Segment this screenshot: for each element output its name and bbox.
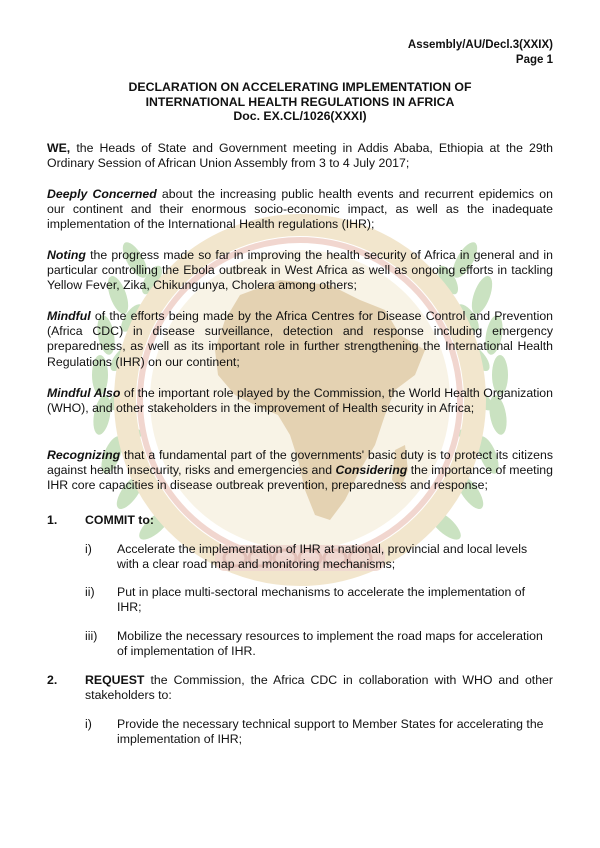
item-text: Put in place multi-sectoral mechanisms to accelerate the implementation of IHR; [117, 585, 526, 615]
preamble-paragraph [47, 448, 553, 494]
preamble-paragraph [47, 309, 553, 370]
operative-lead: COMMIT to: [85, 513, 154, 527]
reference-code: Assembly/AU/Decl.3(XXIX) [407, 39, 553, 51]
paragraph-text-2: the importance of meeting IHR core capacities in disease outbreak prevention, preparedness and response; [47, 463, 553, 493]
operative-number: 1. [47, 513, 58, 527]
paragraph-lead: Mindful Also [47, 386, 121, 400]
item-roman: i) [85, 717, 92, 731]
paragraph-text: that a fundamental part of the governments' basic duty is to protect its citizens against health insecurity, risks and emergencies and [47, 448, 553, 478]
paragraph-text: the progress made so far in improving the health security of Africa in general and in particular controlling the Ebola outbreak in West Africa as well as ongoing efforts in tackling Yellow Fever, Zika, Chikungunya, Cholera among others; [47, 248, 553, 293]
item-text: Provide the necessary technical support to Member States for accelerating the implementation of IHR; [117, 717, 544, 747]
document-reference [408, 38, 553, 67]
operative-number: 2. [47, 673, 58, 687]
paragraph-lead-2: Considering [335, 463, 408, 478]
item-text: Mobilize the necessary resources to implement the road maps for acceleration of implementation of IHR. [117, 629, 543, 659]
item-text: Accelerate the implementation of IHR at national, provincial and local levels with a clear road map and monitoring mechanisms; [117, 542, 528, 572]
document-title [47, 80, 553, 124]
title-doc-number: Doc. EX.CL/1026(XXXI) [233, 109, 367, 123]
paragraph-lead: Deeply Concerned [47, 187, 157, 201]
preamble-paragraph [47, 248, 553, 294]
item-roman: iii) [85, 629, 98, 643]
paragraph-text: of the efforts being made by the Africa Centres for Disease Control and Prevention (Africa CDC) in disease surveillance, detection and response including emergency preparedness, as well as its important role in further strengthening the International Health Regulations (IHR) on our continent; [47, 309, 553, 369]
paragraph-lead: WE, [47, 141, 71, 155]
item-roman: i) [85, 542, 92, 556]
paragraph-text: the Heads of State and Government meeting in Addis Ababa, Ethiopia at the 29th Ordinary Session of African Union Assembly from 3 to 4 July 2017; [47, 141, 553, 171]
preamble-paragraph [47, 386, 553, 416]
preamble-paragraph [47, 187, 553, 233]
page-number: Page 1 [515, 53, 553, 66]
paragraph-lead: Noting [47, 248, 86, 262]
operative-paragraph [85, 673, 553, 703]
paragraph-lead: Recognizing [47, 448, 121, 462]
paragraph-lead: Mindful [47, 309, 91, 323]
title-line-1: DECLARATION ON ACCELERATING IMPLEMENTATION OF [128, 80, 472, 94]
preamble-paragraph [47, 141, 553, 171]
paragraph-text: about the increasing public health events and recurrent epidemics on our continent and their enormous socio-economic impact, as well as the inadequate implementation of the International Health regulations (IHR); [47, 187, 553, 232]
paragraph-text: of the important role played by the Commission, the World Health Organization (WHO), and other stakeholders in the improvement of Health security in Africa; [47, 386, 553, 416]
operative-lead: REQUEST [85, 673, 145, 687]
item-roman: ii) [85, 585, 95, 599]
title-line-2: INTERNATIONAL HEALTH REGULATIONS IN AFRICA [145, 94, 455, 109]
operative-text: the Commission, the Africa CDC in collaboration with WHO and other stakeholders to: [85, 673, 553, 703]
